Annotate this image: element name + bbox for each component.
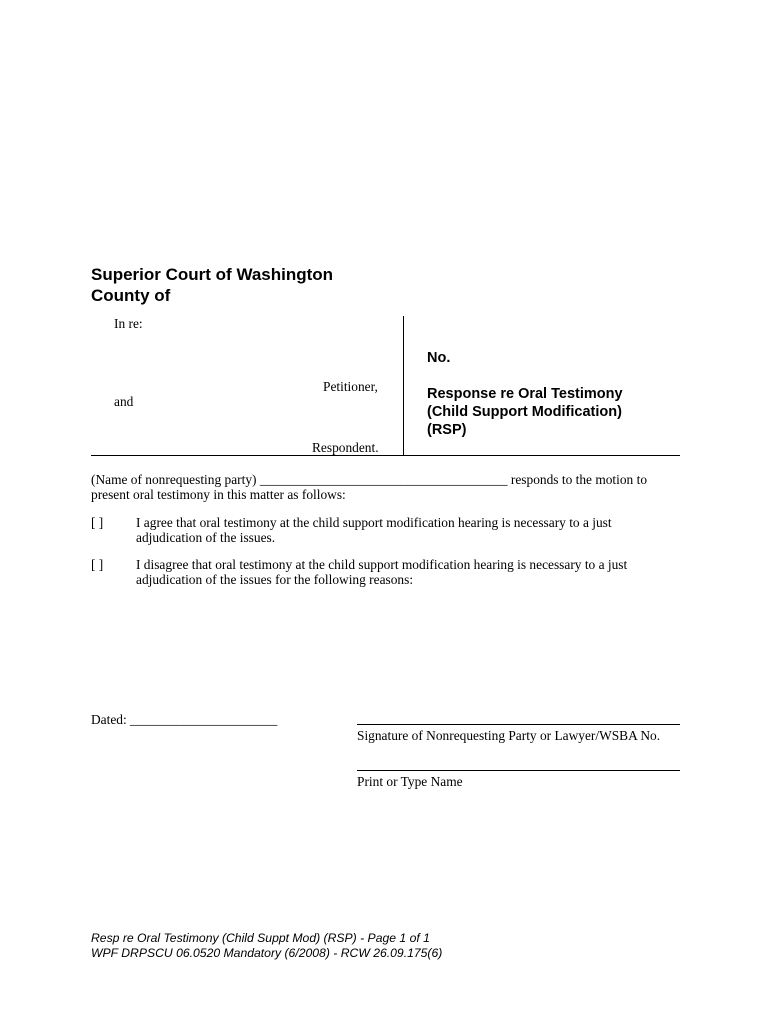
court-name: Superior Court of Washington [91,265,334,284]
footer-form-code: WPF DRPSCU 06.0520 Mandatory (6/2008) - RCW 26.09.175(6) [91,946,443,960]
intro-paragraph [91,472,681,502]
caption-underline [91,455,680,456]
case-number-label: No. [427,350,451,366]
signature-line[interactable] [357,724,680,725]
print-name-caption: Print or Type Name [357,774,463,789]
option-line: adjudication of the issues. [136,530,276,545]
document-title-line: (Child Support Modification) [427,404,622,420]
agree-checkbox[interactable]: [ ] [91,515,104,530]
and-label: and [114,394,134,409]
document-title-line: Response re Oral Testimony [427,386,623,402]
intro-line: (Name of nonrequesting party) _____________________________________ responds to the motion to [91,472,648,487]
page-footer [91,931,442,961]
in-re-label: In re: [114,316,143,331]
option-line: adjudication of the issues for the following reasons: [136,572,414,587]
dated-field[interactable]: Dated: ______________________ [91,712,278,727]
option-line: I disagree that oral testimony at the child support modification hearing is necessary to a just [136,557,628,572]
petitioner-label: Petitioner, [323,379,378,394]
print-name-line[interactable] [357,770,680,771]
disagree-checkbox[interactable]: [ ] [91,557,104,572]
footer-form-title: Resp re Oral Testimony (Child Suppt Mod) (RSP) - Page 1 of 1 [91,931,430,945]
agree-option-text [136,515,681,545]
caption-divider [403,316,404,456]
document-title-line: (RSP) [427,422,467,438]
option-line: I agree that oral testimony at the child support modification hearing is necessary to a just [136,515,612,530]
document-title [427,385,623,439]
county-label: County of [91,286,171,305]
signature-caption: Signature of Nonrequesting Party or Lawyer/WSBA No. [357,728,661,743]
intro-line: present oral testimony in this matter as follows: [91,487,346,502]
court-heading [91,264,333,306]
respondent-label: Respondent. [312,440,379,455]
disagree-option-text [136,557,681,587]
